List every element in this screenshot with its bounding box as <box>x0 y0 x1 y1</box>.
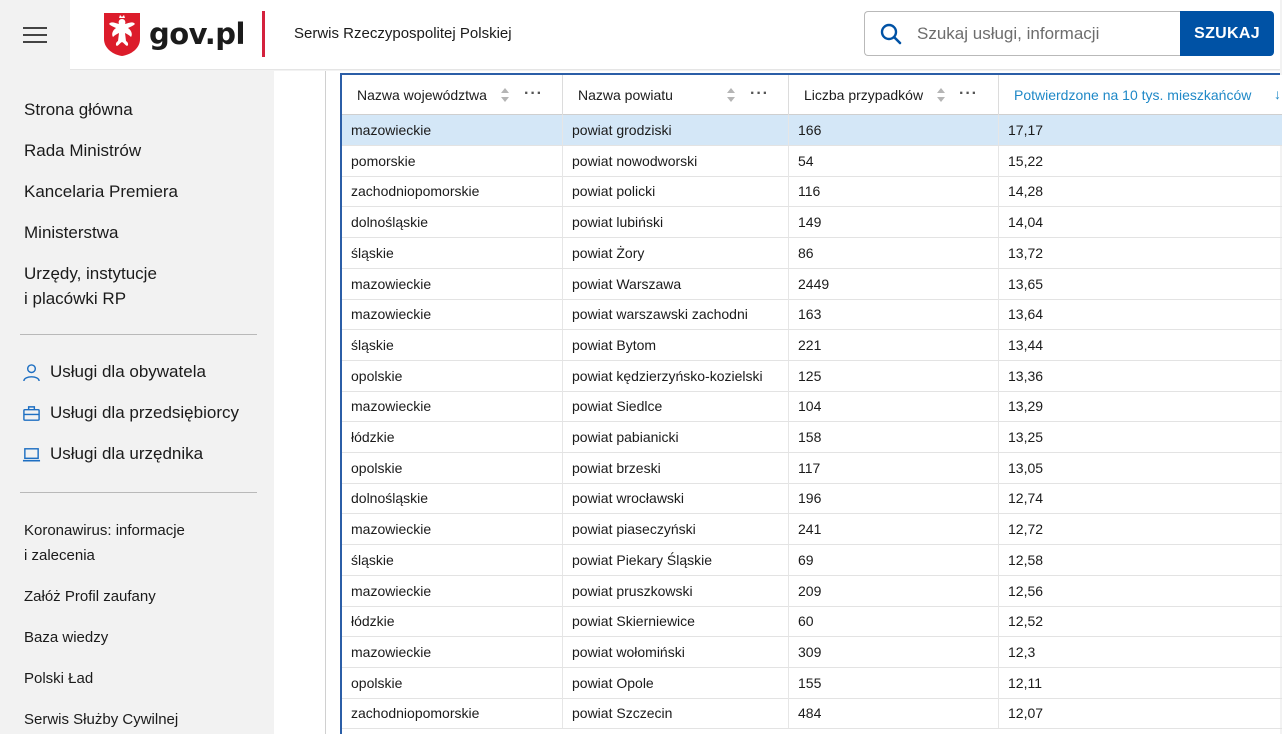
cell-voivodeship: śląskie <box>342 545 563 575</box>
sort-desc-icon[interactable]: ↓ <box>1274 86 1281 102</box>
column-header-label: Nazwa województwa <box>357 87 487 103</box>
cell-voivodeship: mazowieckie <box>342 115 563 145</box>
cell-county: powiat pruszkowski <box>563 576 789 606</box>
table-row[interactable] <box>342 514 1282 545</box>
cell-county: powiat wołomiński <box>563 637 789 667</box>
column-header-label: Nazwa powiatu <box>578 87 673 103</box>
column-menu-icon[interactable]: ··· <box>959 85 978 102</box>
column-header-voivodeship[interactable] <box>342 75 563 115</box>
cell-voivodeship: mazowieckie <box>342 637 563 667</box>
link-polski-lad[interactable]: Polski Ład <box>24 670 94 687</box>
table-row[interactable] <box>342 176 1282 207</box>
column-header-cases[interactable] <box>789 75 999 115</box>
cell-per-10k: 17,17 <box>1008 122 1044 138</box>
link-coronavirus-line1: Koronawirus: informacje <box>24 522 185 539</box>
service-official-label: Usługi dla urzędnika <box>50 444 204 463</box>
nav-item-offices[interactable] <box>24 261 157 311</box>
table-header <box>342 75 1282 115</box>
cell-county: powiat Bytom <box>563 330 789 360</box>
cell-per-10k: 14,28 <box>1008 183 1044 200</box>
cell-per-10k: 13,72 <box>1008 244 1044 261</box>
cell-cases: 60 <box>789 606 999 636</box>
column-menu-icon[interactable]: ··· <box>750 85 769 102</box>
column-header-label: Potwierdzone na 10 tys. mieszkańców <box>1014 87 1252 103</box>
cell-voivodeship: mazowieckie <box>342 269 563 299</box>
cell-per-10k: 12,07 <box>1008 705 1044 722</box>
sort-arrows-icon[interactable] <box>936 87 946 103</box>
table-row[interactable] <box>342 422 1282 453</box>
cell-voivodeship: mazowieckie <box>342 391 563 421</box>
cell-county: powiat policki <box>563 176 789 206</box>
cell-voivodeship: mazowieckie <box>342 576 563 606</box>
cell-per-10k: 14,04 <box>1008 214 1044 231</box>
sort-arrows-icon[interactable] <box>500 87 510 103</box>
laptop-icon <box>22 445 41 464</box>
cell-per-10k: 12,52 <box>1008 613 1044 630</box>
column-header-label: Liczba przypadków <box>804 87 924 103</box>
search-input[interactable] <box>917 24 1167 44</box>
table-row[interactable] <box>342 668 1282 699</box>
table-row[interactable] <box>342 269 1282 300</box>
cell-cases: 166 <box>789 115 999 145</box>
nav-item-offices-line1: Urzędy, instytucje <box>24 264 157 283</box>
table-row[interactable] <box>342 698 1282 729</box>
cell-per-10k: 12,74 <box>1008 490 1044 507</box>
cell-voivodeship: dolnośląskie <box>342 483 563 513</box>
cell-county: powiat grodziski <box>563 115 789 145</box>
cell-county: powiat Warszawa <box>563 269 789 299</box>
service-citizen[interactable] <box>22 362 206 382</box>
service-title: Serwis Rzeczypospolitej Polskiej <box>294 25 512 42</box>
nav-item-home[interactable]: Strona główna <box>24 100 133 119</box>
table-row[interactable] <box>342 606 1282 637</box>
cell-voivodeship: łódzkie <box>342 606 563 636</box>
table-row[interactable] <box>342 115 1282 146</box>
cell-county: powiat Piekary Śląskie <box>563 545 789 575</box>
cell-county: powiat warszawski zachodni <box>563 299 789 329</box>
link-coronavirus[interactable] <box>24 518 185 568</box>
gov-logo-link[interactable] <box>102 10 245 58</box>
cell-county: powiat pabianicki <box>563 422 789 452</box>
table-row[interactable] <box>342 576 1282 607</box>
sort-arrows-icon[interactable] <box>726 87 736 103</box>
cell-per-10k: 12,56 <box>1008 582 1044 599</box>
cell-voivodeship: dolnośląskie <box>342 207 563 237</box>
cell-cases: 117 <box>789 453 999 483</box>
link-knowledge-base[interactable]: Baza wiedzy <box>24 629 109 646</box>
table-row[interactable] <box>342 391 1282 422</box>
cell-voivodeship: zachodniopomorskie <box>342 698 563 728</box>
cell-per-10k: 12,58 <box>1008 551 1044 568</box>
logo-separator <box>262 11 265 57</box>
nav-item-council-of-ministers[interactable]: Rada Ministrów <box>24 141 142 160</box>
cell-cases: 54 <box>789 146 999 176</box>
cell-county: powiat Siedlce <box>563 391 789 421</box>
cell-county: powiat Opole <box>563 668 789 698</box>
cell-county: powiat kędzierzyńsko-kozielski <box>563 361 789 391</box>
cell-voivodeship: łódzkie <box>342 422 563 452</box>
cell-cases: 116 <box>789 176 999 206</box>
table-row[interactable] <box>342 637 1282 668</box>
cell-per-10k: 13,25 <box>1008 429 1044 445</box>
cell-voivodeship: śląskie <box>342 330 563 360</box>
cell-cases: 309 <box>789 637 999 667</box>
cell-county: powiat lubiński <box>563 207 789 237</box>
cell-per-10k: 13,65 <box>1008 275 1044 292</box>
sidebar-divider <box>20 492 257 493</box>
cell-county: powiat brzeski <box>563 453 789 483</box>
table-row[interactable] <box>342 361 1282 392</box>
data-table <box>340 73 1280 734</box>
table-row[interactable] <box>342 483 1282 514</box>
cell-per-10k: 13,44 <box>1008 336 1044 353</box>
polish-eagle-emblem-icon <box>102 11 142 57</box>
cell-cases: 209 <box>789 576 999 606</box>
table-row[interactable] <box>342 299 1282 330</box>
cell-county: powiat wrocławski <box>563 483 789 513</box>
cell-voivodeship: pomorskie <box>342 146 563 176</box>
search-button[interactable]: SZUKAJ <box>1180 11 1274 56</box>
link-coronavirus-line2: i zalecenia <box>24 547 95 564</box>
hamburger-menu-button[interactable] <box>0 0 70 70</box>
cell-cases: 241 <box>789 514 999 544</box>
cell-per-10k: 13,64 <box>1008 306 1044 323</box>
cell-cases: 2449 <box>789 269 999 299</box>
cell-county: powiat Szczecin <box>563 698 789 728</box>
link-trusted-profile[interactable]: Załóż Profil zaufany <box>24 588 156 605</box>
cell-cases: 104 <box>789 391 999 421</box>
menu-bar <box>23 41 47 43</box>
menu-bar <box>23 34 47 36</box>
cell-per-10k: 13,36 <box>1008 367 1044 384</box>
cell-voivodeship: mazowieckie <box>342 299 563 329</box>
link-civil-service[interactable]: Serwis Służby Cywilnej <box>24 711 179 728</box>
nav-item-offices-line2: i placówki RP <box>24 289 127 308</box>
cell-cases: 86 <box>789 238 999 268</box>
cell-cases: 196 <box>789 483 999 513</box>
sidebar-divider <box>20 334 257 335</box>
cell-cases: 484 <box>789 698 999 728</box>
cell-voivodeship: opolskie <box>342 361 563 391</box>
nav-item-chancellery[interactable]: Kancelaria Premiera <box>24 182 179 201</box>
person-icon <box>22 363 41 382</box>
service-entrepreneur-label: Usługi dla przedsiębiorcy <box>50 403 239 422</box>
cell-county: powiat piaseczyński <box>563 514 789 544</box>
column-header-per-10k[interactable] <box>999 75 1282 115</box>
cell-cases: 69 <box>789 545 999 575</box>
cell-cases: 158 <box>789 422 999 452</box>
cell-cases: 155 <box>789 668 999 698</box>
cell-per-10k: 13,29 <box>1008 398 1044 415</box>
sidebar <box>0 71 274 734</box>
cell-cases: 221 <box>789 330 999 360</box>
cell-cases: 125 <box>789 361 999 391</box>
column-menu-icon[interactable]: ··· <box>524 85 543 102</box>
menu-bar <box>23 27 47 29</box>
table-row[interactable] <box>342 453 1282 484</box>
table-row[interactable] <box>342 238 1282 269</box>
cell-per-10k: 12,11 <box>1008 674 1042 691</box>
service-citizen-label: Usługi dla obywatela <box>50 362 206 381</box>
table-row[interactable] <box>342 545 1282 576</box>
service-official[interactable] <box>22 444 203 464</box>
cell-voivodeship: opolskie <box>342 453 563 483</box>
cell-cases: 163 <box>789 299 999 329</box>
cell-per-10k: 12,72 <box>1008 521 1044 538</box>
cell-voivodeship: mazowieckie <box>342 514 563 544</box>
cell-per-10k: 15,22 <box>1008 152 1044 169</box>
table-row[interactable] <box>342 330 1282 361</box>
cell-per-10k: 13,05 <box>1008 459 1044 476</box>
nav-item-ministries[interactable]: Ministerstwa <box>24 223 119 242</box>
table-row[interactable] <box>342 207 1282 238</box>
cell-county: powiat Żory <box>563 238 789 268</box>
content-border-line <box>325 71 326 734</box>
search-box <box>864 11 1181 56</box>
cell-voivodeship: zachodniopomorskie <box>342 176 563 206</box>
cell-cases: 149 <box>789 207 999 237</box>
table-row[interactable] <box>342 146 1282 177</box>
cell-county: powiat Skierniewice <box>563 606 789 636</box>
cell-voivodeship: śląskie <box>342 238 563 268</box>
site-header <box>0 0 1280 70</box>
logo-text: gov.pl <box>149 17 245 51</box>
briefcase-icon <box>22 404 41 423</box>
column-header-county[interactable] <box>563 75 789 115</box>
cell-voivodeship: opolskie <box>342 668 563 698</box>
cell-per-10k: 12,3 <box>1008 643 1036 660</box>
service-entrepreneur[interactable] <box>22 403 239 423</box>
cell-county: powiat nowodworski <box>563 146 789 176</box>
search-icon <box>879 22 903 46</box>
